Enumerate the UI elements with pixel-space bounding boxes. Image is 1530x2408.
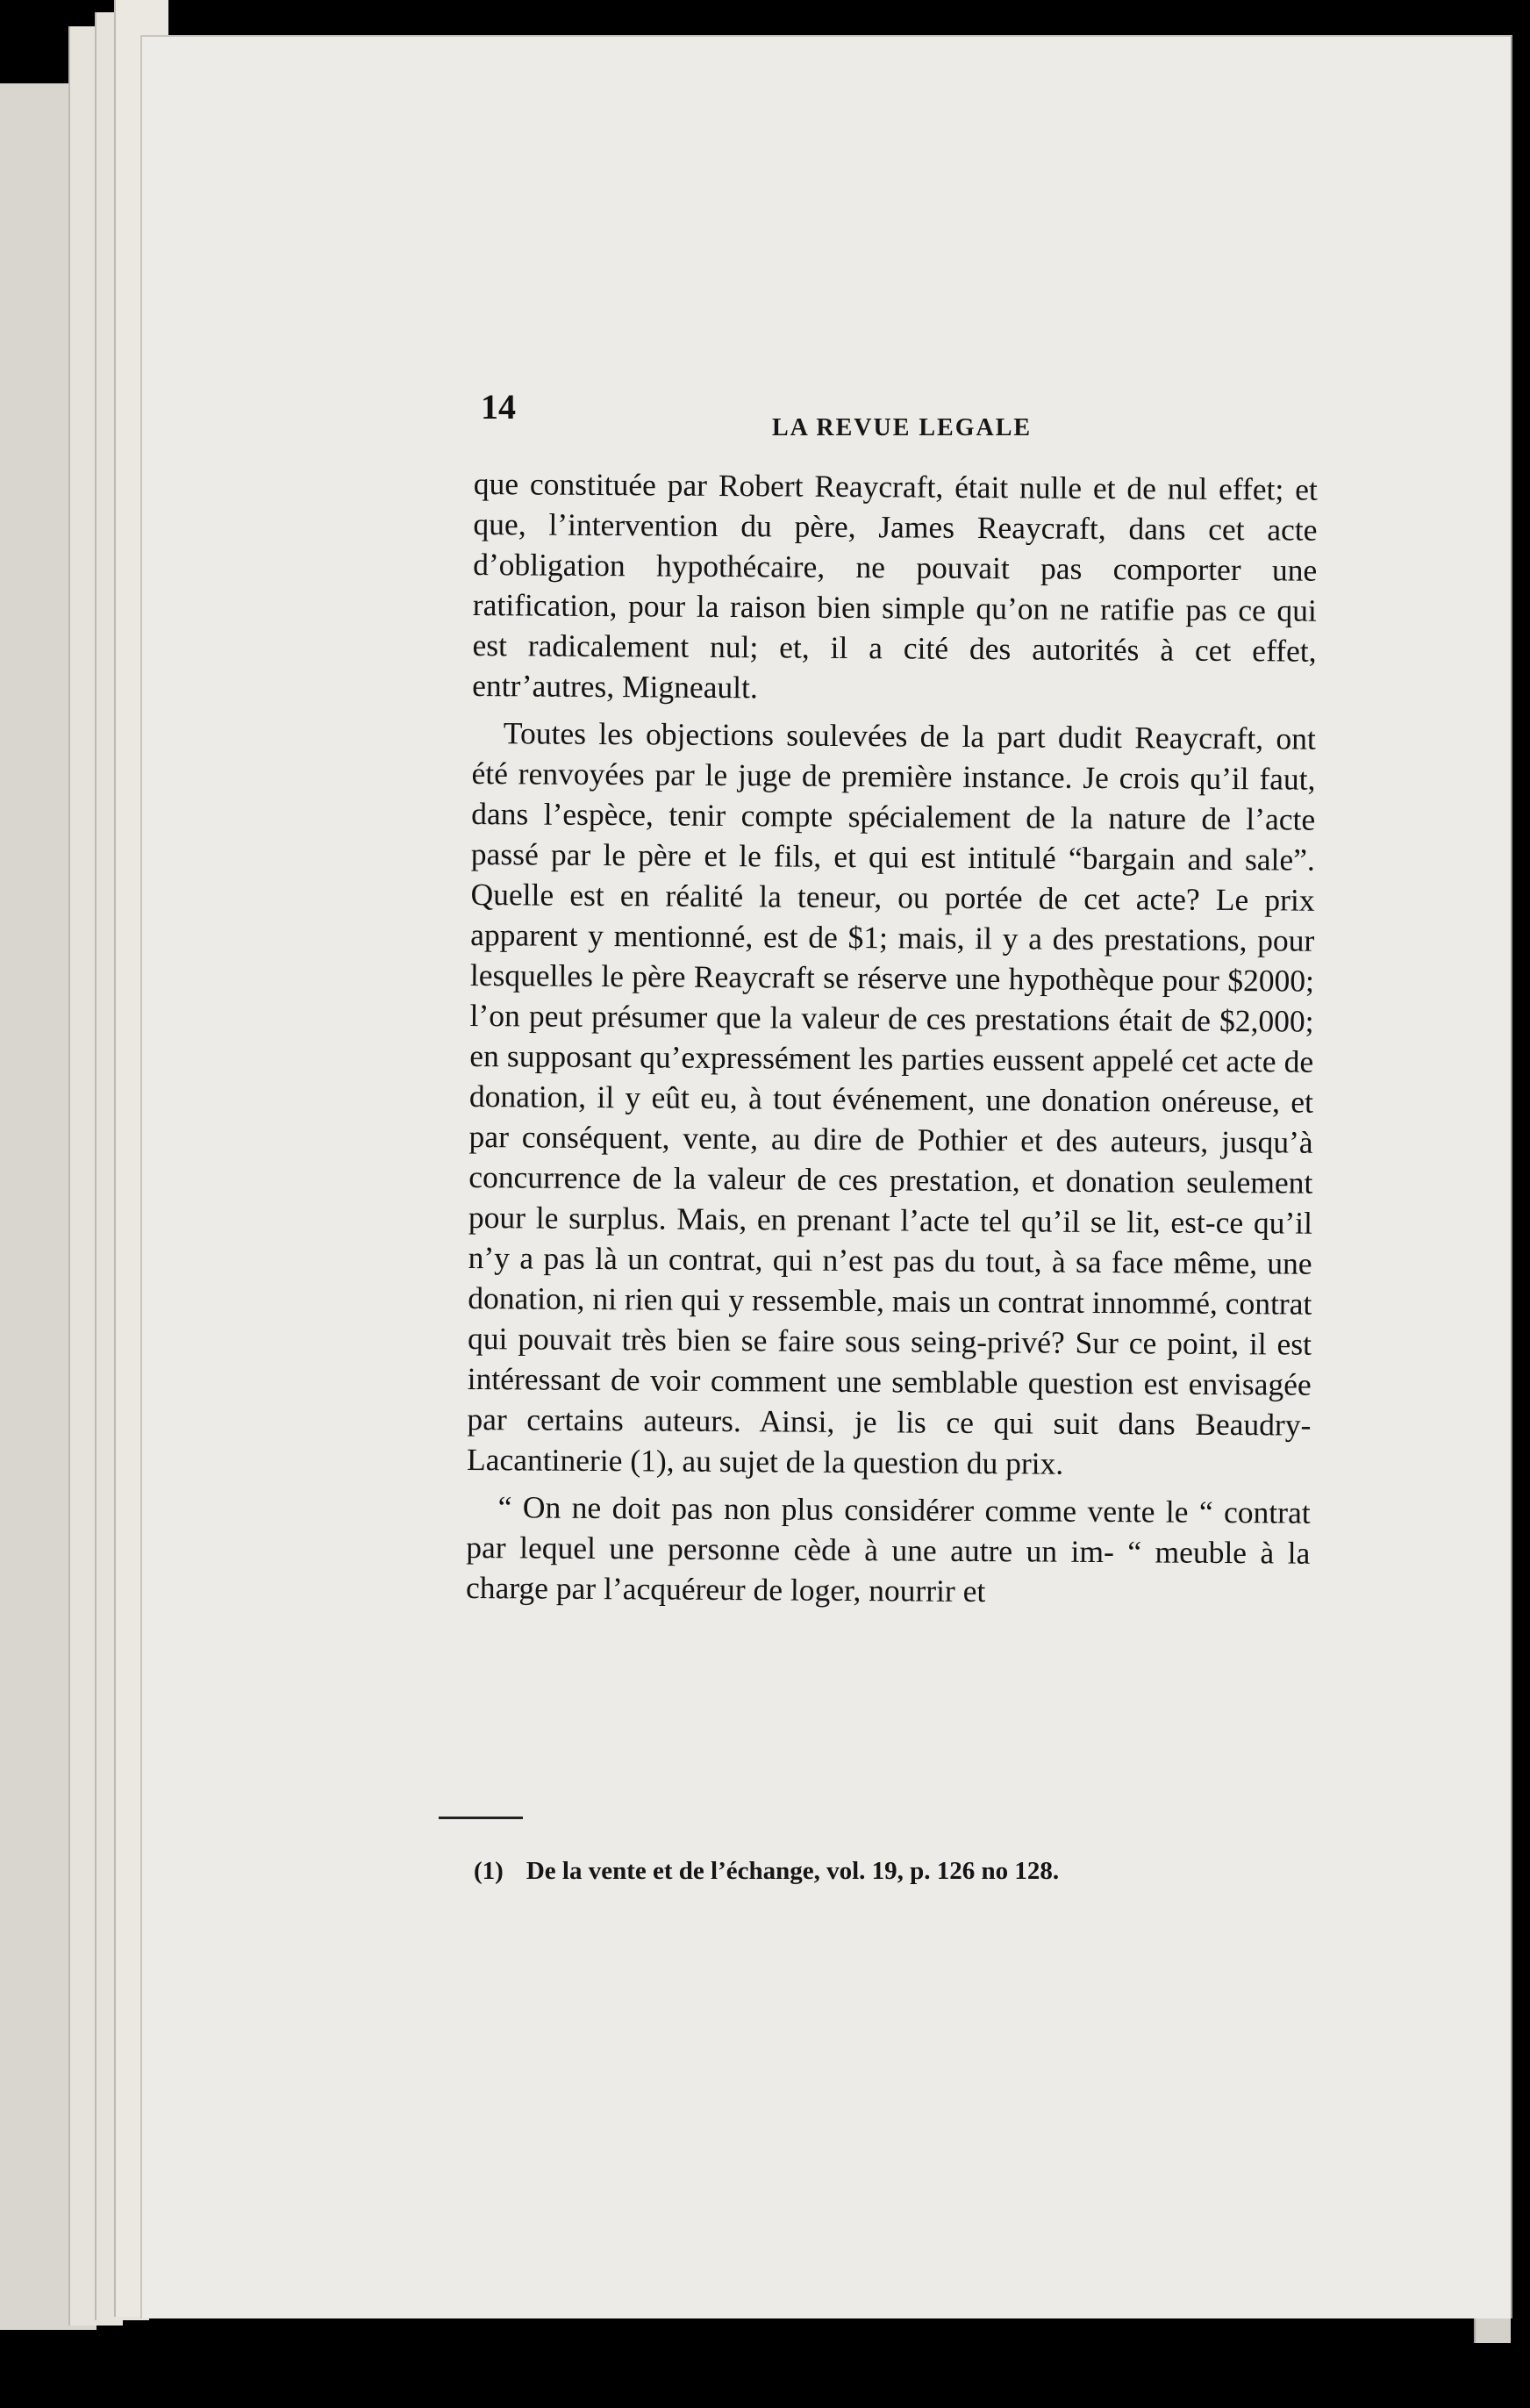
page-number: 14 <box>481 387 516 426</box>
footnote-text: De la vente et de l’échange, vol. 19, p. 126 no 128. <box>525 1857 1060 1885</box>
paragraph: que constituée par Robert Reaycraft, était nulle et de nul effet; et que, l’intervention du père, James Reaycraft, dans cet acte d’obligation hypothécaire, ne pouvait pas comporter une ratification, pour la raison bien simple qu’on ne ratifie pas ce qui est radicalement nul; et, il a cité des autorités à cet effet, entr’autres, Migneault. <box>472 465 1318 706</box>
paragraph: Toutes les objections soulevées de la part dudit Reaycraft, ont été renvoyées par le juge de première instance. Je crois qu’il faut, dans l’espèce, tenir compte spécialement de la nature de l’acte passé par le père et le fils, et qui est intitulé “bargain and sale”. Quelle est en réalité la teneur, ou portée de cet acte? Le prix apparent y mentionné, est de $1; mais, il y a des prestations, pour lesquelles le père Reaycraft se réserve une hypothèque pour $2000; l’on peut présumer que la valeur de ces prestations était de $2,000; en supposant qu’expressément les parties eussent appelé cet acte de donation, il y eût eu, à tout événement, une donation onéreuse, et par conséquent, vente, au dire de Pothier et des auteurs, jusqu’à concurrence de la valeur de ces prestation, et donation seulement pour le surplus. Mais, en prenant l’acte tel qu’il se lit, est-ce qu’il n’y a pas là un contrat, qui n’est pas du tout, à sa face même, une donation, ni rien qui y ressemble, mais un contrat innommé, contrat qui pouvait très bien se faire sous seing-privé? Sur ce point, il est intéressant de voir comment une semblable question est envisagée par certains auteurs. Ainsi, je lis ce qui suit dans Beaudry-Lacantinerie (1), au sujet de la question du prix. <box>466 715 1316 1481</box>
running-head: LA REVUE LEGALE <box>772 414 1033 441</box>
footnote-rule <box>439 1817 523 1819</box>
quotation-paragraph: “ On ne doit pas non plus considérer comme vente le “ contrat par lequel une personne cède à une autre un im- “ meuble à la charge par l’acquéreur de loger, nourrir et <box>465 1489 1311 1609</box>
footnote <box>474 1857 1316 1886</box>
body-text <box>466 463 1318 1614</box>
footnote-marker: (1) <box>474 1857 504 1885</box>
